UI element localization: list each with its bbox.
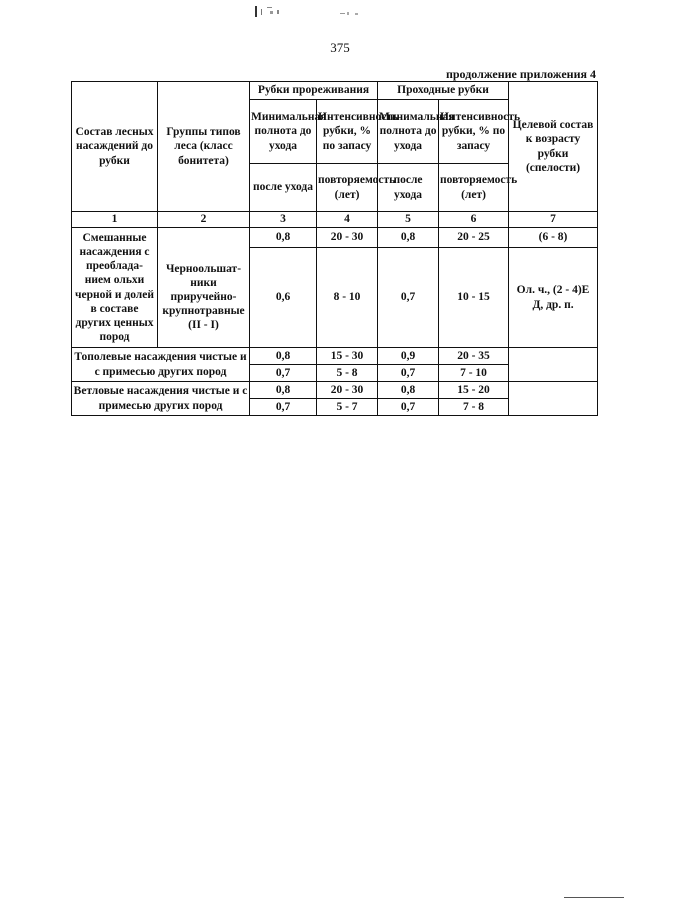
table-cell: 0,7: [378, 365, 439, 382]
header-min-density-passage: Минимальная полнота до ухода: [378, 100, 439, 164]
table-cell: 7 - 8: [439, 399, 509, 416]
header-after-care-passage: после ухода: [378, 164, 439, 212]
header-passage-group: Проходные рубки: [378, 82, 509, 100]
table-cell: 0,9: [378, 348, 439, 365]
table-cell: 5 - 8: [317, 365, 378, 382]
page-number: 375: [330, 40, 350, 55]
table-cell: 0,6: [250, 248, 317, 348]
table-row: [72, 382, 598, 399]
table-cell: 20 - 30: [317, 382, 378, 399]
header-composition: Состав лесных насаждений до рубки: [72, 82, 158, 212]
table-row: [72, 228, 598, 248]
column-number-row: [72, 212, 598, 228]
willow-stands-label: Ветловые насаждения чистые и с примесью других пород: [72, 382, 250, 416]
table-cell: 0,7: [250, 399, 317, 416]
forest-type-group-label: Черноольшат-ники приручейно-крупнотравные (II - I): [158, 248, 250, 348]
col-number: 6: [439, 212, 509, 228]
continuation-note: продолжение приложения 4: [445, 67, 596, 81]
table-cell: 20 - 35: [439, 348, 509, 365]
table-cell: 15 - 30: [317, 348, 378, 365]
header-forest-type-groups: Группы типов леса (класс бонитета): [158, 82, 250, 212]
header-target-composition: Целевой состав к возрасту рубки (спелости): [509, 82, 598, 212]
table-cell: 7 - 10: [439, 365, 509, 382]
col-number: 2: [158, 212, 250, 228]
table-cell: (6 - 8): [509, 228, 598, 248]
header-repeat-passage: повторяемость (лет): [439, 164, 509, 212]
table-cell: 15 - 20: [439, 382, 509, 399]
table-cell: 20 - 25: [439, 228, 509, 248]
table-cell: 0,8: [250, 382, 317, 399]
table-cell: 0,7: [378, 248, 439, 348]
table-cell: Ол. ч., (2 - 4)Е Д, др. п.: [509, 248, 598, 348]
table-cell: 0,8: [250, 228, 317, 248]
col-number: 1: [72, 212, 158, 228]
table-cell: 20 - 30: [317, 228, 378, 248]
table-cell: 0,8: [378, 382, 439, 399]
table-cell: 8 - 10: [317, 248, 378, 348]
col-number: 3: [250, 212, 317, 228]
table-cell: 5 - 7: [317, 399, 378, 416]
mixed-stands-label: Смешанные насаждения с преоблада-нием ольхи черной и долей в составе других ценных пород: [72, 228, 158, 348]
table-cell: 0,7: [378, 399, 439, 416]
header-thinning-group: Рубки прореживания: [250, 82, 378, 100]
poplar-stands-label: Тополевые насаждения чистые и с примесью других пород: [72, 348, 250, 382]
forest-care-table: [71, 81, 598, 416]
header-after-care-thinning: после ухода: [250, 164, 317, 212]
header-intensity-thinning: Интенсивность рубки, % по запасу: [317, 100, 378, 164]
col-number: 5: [378, 212, 439, 228]
header-intensity-passage: Интенсивность рубки, % по запасу: [439, 100, 509, 164]
table-cell: 10 - 15: [439, 248, 509, 348]
table-row: [72, 348, 598, 365]
table-cell: 0,7: [250, 365, 317, 382]
col-number: 7: [509, 212, 598, 228]
header-min-density-thinning: Минимальная полнота до ухода: [250, 100, 317, 164]
scan-artifact-marks: [255, 4, 375, 20]
footer-line: [564, 897, 624, 898]
table-cell: 0,8: [378, 228, 439, 248]
col-number: 4: [317, 212, 378, 228]
table-cell: 0,8: [250, 348, 317, 365]
header-repeat-thinning: повторяемость (лет): [317, 164, 378, 212]
